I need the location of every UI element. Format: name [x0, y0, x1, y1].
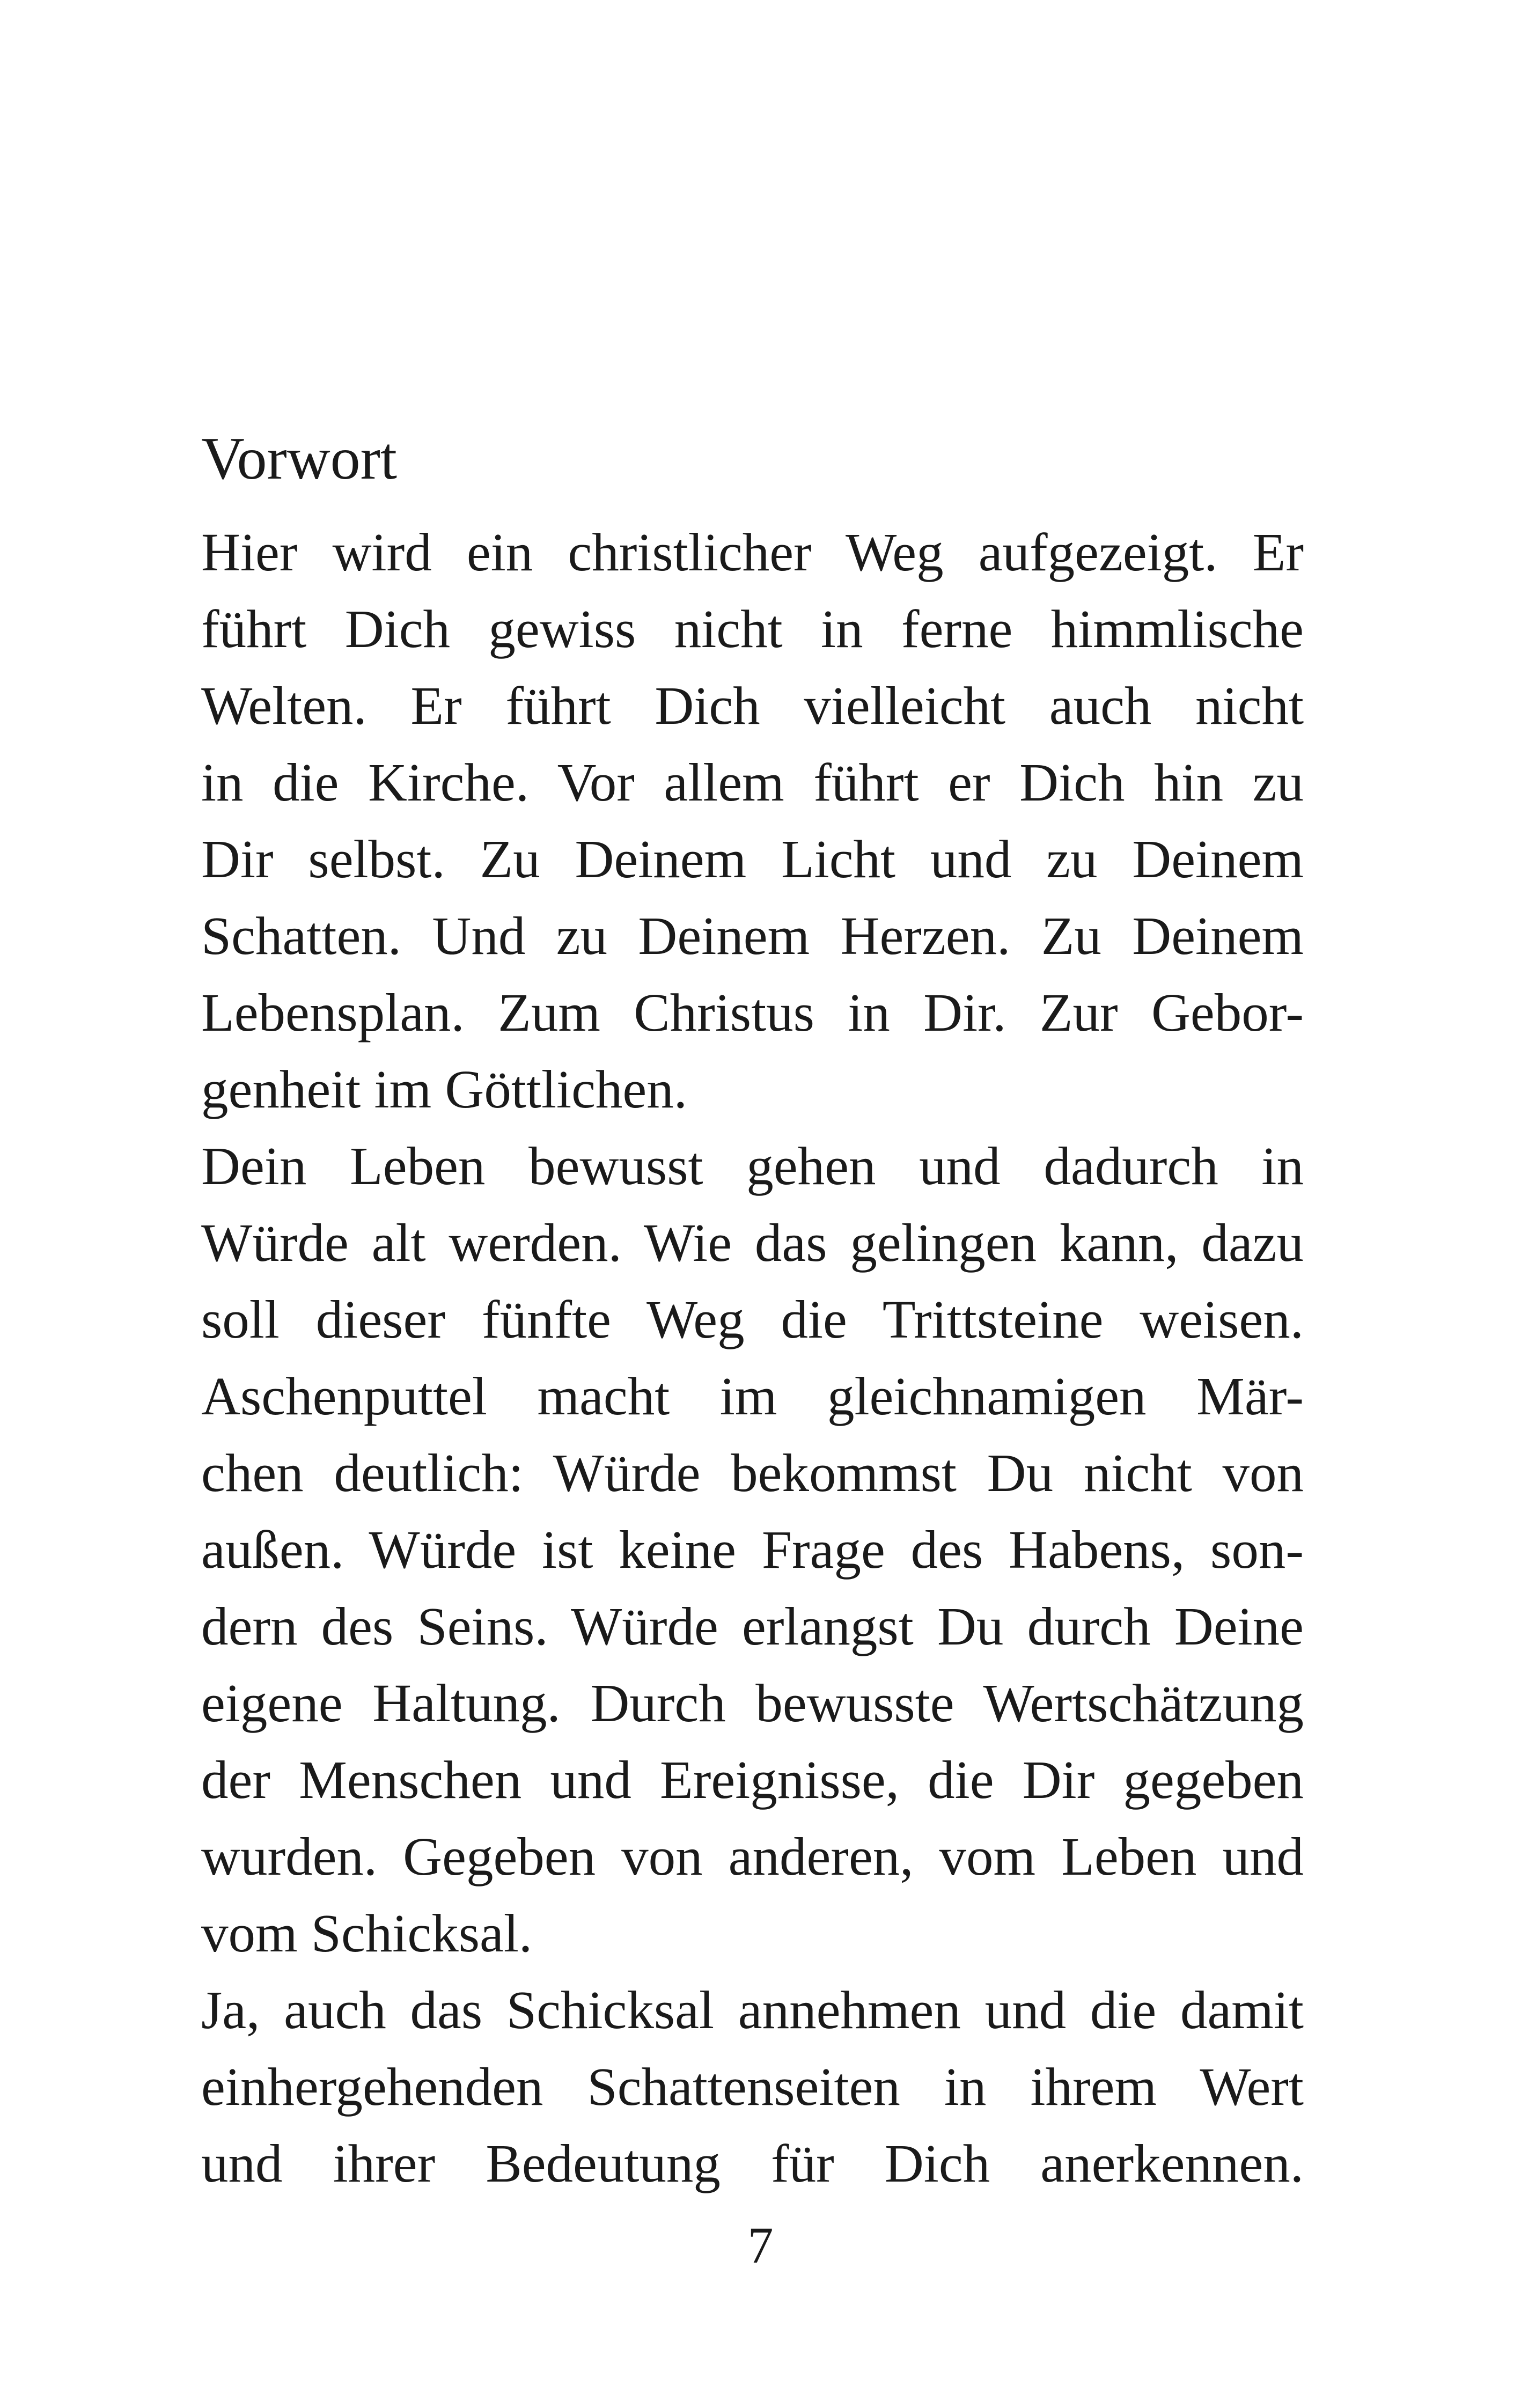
text-line: eigene Haltung. Durch bewusste Wertschätzung — [201, 1673, 1304, 1733]
text-line: außen. Würde ist keine Frage des Habens, son- — [201, 1519, 1304, 1580]
body-text — [201, 514, 1304, 2202]
text-line: führt Dich gewiss nicht in ferne himmlische — [201, 599, 1304, 659]
text-line: Würde alt werden. Wie das gelingen kann, dazu — [201, 1213, 1304, 1273]
text-line: Lebensplan. Zum Christus in Dir. Zur Gebor- — [201, 982, 1304, 1043]
page-number: 7 — [747, 2216, 774, 2274]
chapter-heading: Vorwort — [201, 425, 398, 492]
text-line: chen deutlich: Würde bekommst Du nicht von — [201, 1443, 1304, 1503]
text-line: Hier wird ein christlicher Weg aufgezeigt. Er — [201, 522, 1304, 582]
text-line: soll dieser fünfte Weg die Trittsteine weisen. — [201, 1289, 1304, 1349]
text-line: und ihrer Bedeutung für Dich anerkennen. — [201, 2133, 1304, 2193]
text-line: genheit im Göttlichen. — [201, 1059, 687, 1119]
text-line: wurden. Gegeben von anderen, vom Leben und — [201, 1826, 1304, 1886]
text-line: dern des Seins. Würde erlangst Du durch Deine — [201, 1596, 1304, 1656]
text-line: der Menschen und Ereignisse, die Dir gegeben — [201, 1750, 1304, 1810]
text-line: Welten. Er führt Dich vielleicht auch nicht — [201, 676, 1304, 736]
text-line: Dein Leben bewusst gehen und dadurch in — [201, 1136, 1304, 1196]
text-line: Aschenputtel macht im gleichnamigen Mär- — [201, 1366, 1304, 1426]
text-line: Schatten. Und zu Deinem Herzen. Zu Deinem — [201, 906, 1304, 966]
text-line: Ja, auch das Schicksal annehmen und die damit — [201, 1980, 1304, 2040]
text-line: vom Schicksal. — [201, 1903, 533, 1963]
text-line: einhergehenden Schattenseiten in ihrem Wert — [201, 2057, 1304, 2117]
text-line: Dir selbst. Zu Deinem Licht und zu Deinem — [201, 829, 1304, 889]
text-line: in die Kirche. Vor allem führt er Dich hin zu — [201, 752, 1304, 812]
